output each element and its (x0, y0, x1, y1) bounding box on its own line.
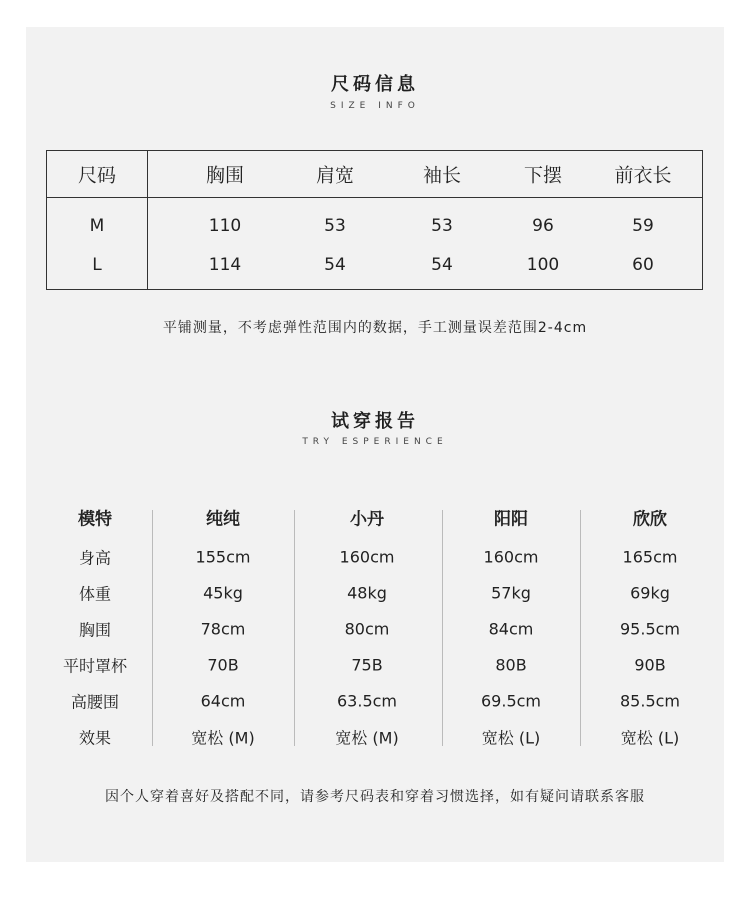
try-table-cell: 宽松 (L) (481, 728, 541, 748)
try-report-title: 试穿报告 (331, 411, 419, 432)
size-info-title: 尺码信息 (331, 74, 419, 95)
try-table-cell: 90B (634, 655, 666, 675)
size-table-cell: 59 (632, 216, 654, 236)
try-table-cell: 64cm (200, 691, 246, 711)
try-table-cell: 155cm (195, 547, 251, 567)
try-row-label: 高腰围 (70, 692, 120, 712)
try-row-label: 平时罩杯 (62, 656, 128, 676)
size-header-cell: 尺码 (77, 164, 117, 187)
try-table-cell: 宽松 (M) (335, 728, 399, 748)
try-table-cell: 69kg (630, 583, 670, 603)
size-header-cell: 胸围 (205, 164, 245, 187)
size-info-subtitle: SIZE INFO (330, 101, 420, 111)
size-header-cell: 袖长 (422, 164, 462, 187)
try-header-cell: 小丹 (350, 509, 384, 530)
try-table-column-divider (294, 510, 295, 746)
try-table-cell: 95.5cm (619, 619, 681, 639)
try-table-cell: 75B (351, 655, 383, 675)
try-row-label: 身高 (78, 548, 112, 568)
size-table-cell: 60 (632, 255, 654, 275)
size-table-cell: 54 (431, 255, 453, 275)
size-header-cell: 下摆 (523, 164, 563, 187)
try-header-cell: 模特 (78, 509, 112, 530)
try-table-cell: 57kg (491, 583, 531, 603)
try-table-cell: 160cm (339, 547, 395, 567)
try-table-cell: 85.5cm (619, 691, 681, 711)
try-row-label: 效果 (78, 728, 112, 748)
try-table-cell: 48kg (347, 583, 387, 603)
try-table-cell: 165cm (622, 547, 678, 567)
try-header-cell: 欣欣 (633, 509, 667, 530)
try-table-column-divider (580, 510, 581, 746)
try-table-cell: 84cm (488, 619, 534, 639)
try-table-column-divider (442, 510, 443, 746)
size-table-cell: 54 (324, 255, 346, 275)
try-row-label: 胸围 (78, 620, 112, 640)
size-chart-panel (26, 27, 724, 862)
size-table-cell: 110 (208, 216, 242, 236)
try-row-label: 体重 (78, 584, 112, 604)
try-report-note: 因个人穿着喜好及搭配不同，请参考尺码表和穿着习惯选择，如有疑问请联系客服 (105, 789, 645, 805)
size-table-cell: 100 (526, 255, 560, 275)
try-report-subtitle: TRY ESPERIENCE (302, 437, 448, 447)
try-table-cell: 69.5cm (480, 691, 542, 711)
size-measure-note: 平铺测量，不考虑弹性范围内的数据，手工测量误差范围2-4cm (162, 320, 588, 336)
size-table-cell: 96 (532, 216, 554, 236)
try-table-column-divider (152, 510, 153, 746)
size-header-cell: 前衣长 (614, 164, 672, 187)
try-table-cell: 80cm (344, 619, 390, 639)
try-table-cell: 宽松 (L) (620, 728, 680, 748)
try-table-cell: 78cm (200, 619, 246, 639)
size-header-cell: 肩宽 (315, 164, 355, 187)
size-table (46, 150, 703, 290)
size-table-column-divider (147, 151, 148, 289)
try-table-cell: 160cm (483, 547, 539, 567)
try-table-cell: 63.5cm (336, 691, 398, 711)
try-table-cell: 45kg (203, 583, 243, 603)
size-table-cell: M (89, 216, 105, 236)
try-table-cell: 宽松 (M) (191, 728, 255, 748)
try-header-cell: 纯纯 (206, 509, 240, 530)
try-table-cell: 70B (207, 655, 239, 675)
try-header-cell: 阳阳 (494, 509, 528, 530)
size-table-cell: 53 (324, 216, 346, 236)
try-table-cell: 80B (495, 655, 527, 675)
size-table-cell: 53 (431, 216, 453, 236)
size-table-header-divider (47, 197, 702, 198)
size-table-cell: L (92, 255, 102, 275)
size-table-cell: 114 (208, 255, 242, 275)
